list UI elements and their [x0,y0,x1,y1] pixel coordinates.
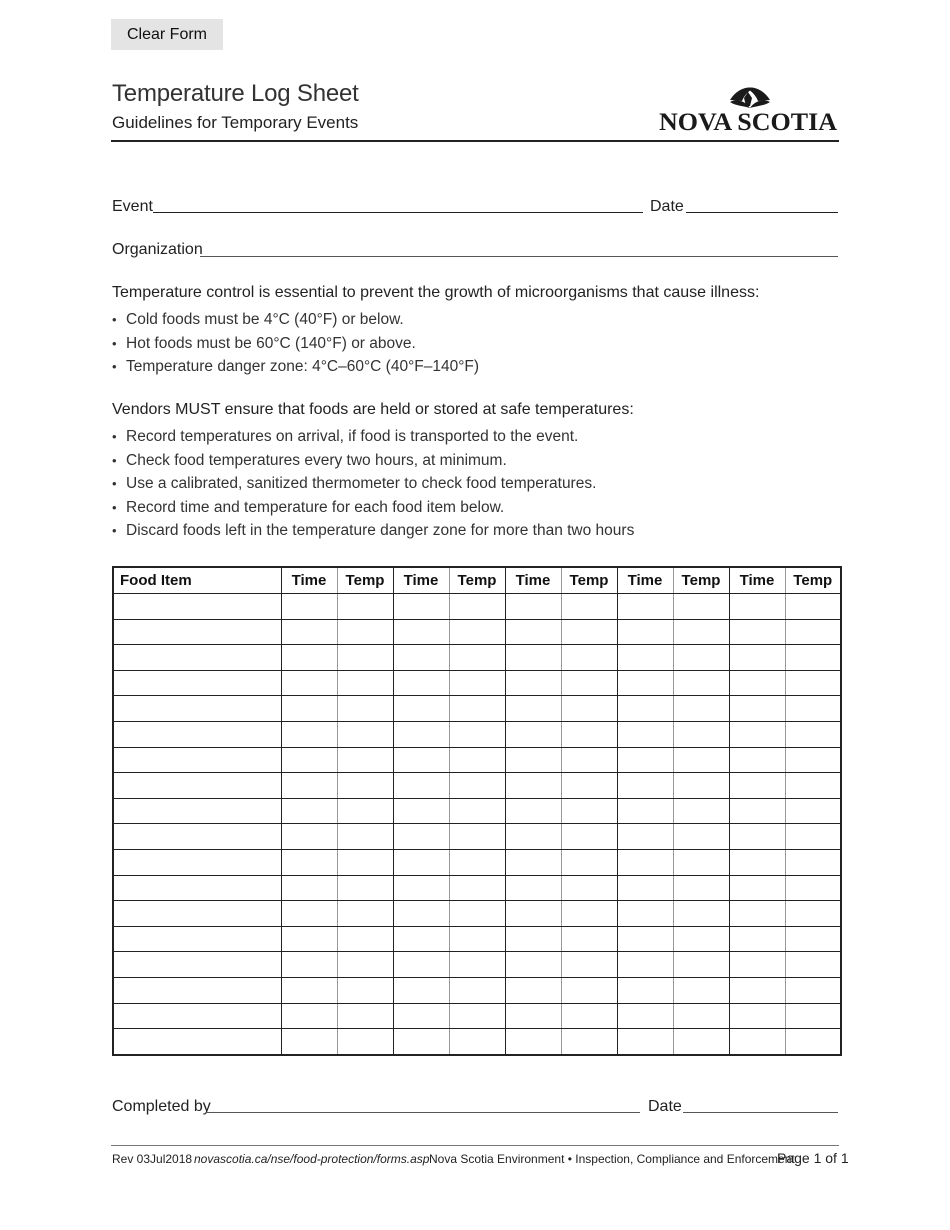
time-cell[interactable] [617,952,673,978]
time-cell[interactable] [729,926,785,952]
time-cell[interactable] [617,670,673,696]
temp-cell[interactable] [561,594,617,620]
temp-cell[interactable] [449,645,505,671]
table-row [113,594,841,620]
temp-cell[interactable] [449,696,505,722]
column-header-food-item: Food Item [113,567,281,594]
column-header-temp: Temp [561,567,617,594]
time-cell[interactable] [393,773,449,799]
page-subtitle: Guidelines for Temporary Events [112,113,359,132]
temp-cell[interactable] [673,849,729,875]
time-cell[interactable] [729,875,785,901]
time-cell[interactable] [505,901,561,927]
temp-cell[interactable] [337,901,393,927]
forms-url-link[interactable]: novascotia.ca/nse/food-protection/forms.asp [194,1152,430,1166]
time-cell[interactable] [617,901,673,927]
column-header-time: Time [617,567,673,594]
temp-cell[interactable] [561,645,617,671]
time-cell[interactable] [281,619,337,645]
temp-cell[interactable] [337,798,393,824]
temp-cell[interactable] [337,1029,393,1055]
temp-cell[interactable] [561,747,617,773]
time-cell[interactable] [729,747,785,773]
column-header-time: Time [505,567,561,594]
table-row [113,926,841,952]
temp-cell[interactable] [449,619,505,645]
time-cell[interactable] [505,645,561,671]
temp-cell[interactable] [561,696,617,722]
department-text: Nova Scotia Environment • Inspection, Compliance and Enforcement [429,1152,795,1166]
temp-cell[interactable] [785,798,841,824]
time-cell[interactable] [729,1029,785,1055]
temp-cell[interactable] [449,747,505,773]
column-header-time: Time [281,567,337,594]
time-cell[interactable] [393,952,449,978]
date-label: Date [650,198,684,215]
temp-cell[interactable] [673,798,729,824]
temp-cell[interactable] [673,645,729,671]
temp-cell[interactable] [337,747,393,773]
time-cell[interactable] [393,901,449,927]
osprey-emblem [730,88,770,109]
time-cell[interactable] [729,773,785,799]
time-cell[interactable] [617,747,673,773]
temp-cell[interactable] [337,926,393,952]
temp-cell[interactable] [561,619,617,645]
temp-cell[interactable] [785,696,841,722]
page-number: Page 1 of 1 [777,1150,849,1166]
time-cell[interactable] [393,594,449,620]
temp-cell[interactable] [337,1003,393,1029]
time-cell[interactable] [393,721,449,747]
temp-cell[interactable] [785,977,841,1003]
time-cell[interactable] [729,619,785,645]
vendor-requirements-heading: Vendors MUST ensure that foods are held or stored at safe temperatures: [112,401,634,418]
logo-wordmark: NOVA SCOTIA [659,109,837,134]
table-row [113,798,841,824]
food-item-cell[interactable] [113,619,281,645]
food-item-cell[interactable] [113,824,281,850]
table-row [113,952,841,978]
time-cell[interactable] [393,619,449,645]
table-row [113,824,841,850]
food-item-cell[interactable] [113,977,281,1003]
time-cell[interactable] [393,1029,449,1055]
temp-cell[interactable] [337,952,393,978]
food-item-cell[interactable] [113,901,281,927]
temp-cell[interactable] [337,773,393,799]
time-cell[interactable] [505,619,561,645]
time-cell[interactable] [281,1029,337,1055]
clear-form-button[interactable]: Clear Form [111,19,223,50]
revision-text: Rev 03Jul2018 [112,1152,193,1166]
footer-divider [111,1145,839,1146]
temp-cell[interactable] [449,849,505,875]
event-field[interactable] [153,212,643,213]
time-cell[interactable] [505,721,561,747]
temp-cell[interactable] [561,1029,617,1055]
time-cell[interactable] [393,824,449,850]
temp-cell[interactable] [561,670,617,696]
temp-cell[interactable] [785,747,841,773]
temp-cell[interactable] [561,952,617,978]
time-cell[interactable] [281,594,337,620]
time-cell[interactable] [281,849,337,875]
time-cell[interactable] [505,1029,561,1055]
time-cell[interactable] [617,824,673,850]
temp-cell[interactable] [673,926,729,952]
time-cell[interactable] [617,1003,673,1029]
time-cell[interactable] [617,594,673,620]
time-cell[interactable] [729,696,785,722]
time-cell[interactable] [505,952,561,978]
temp-cell[interactable] [337,696,393,722]
temp-cell[interactable] [449,773,505,799]
food-item-cell[interactable] [113,1003,281,1029]
column-header-time: Time [729,567,785,594]
table-row [113,849,841,875]
time-cell[interactable] [505,875,561,901]
list-item: • Discard foods left in the temperature danger zone for more than two hours [112,519,634,543]
time-cell[interactable] [393,696,449,722]
time-cell[interactable] [617,645,673,671]
temp-cell[interactable] [673,901,729,927]
time-cell[interactable] [505,594,561,620]
table-row [113,901,841,927]
temp-cell[interactable] [449,1029,505,1055]
food-item-cell[interactable] [113,645,281,671]
time-cell[interactable] [281,721,337,747]
temp-cell[interactable] [785,901,841,927]
time-cell[interactable] [393,1003,449,1029]
temp-cell[interactable] [673,619,729,645]
completion-date-label: Date [648,1098,682,1115]
time-cell[interactable] [281,645,337,671]
temp-cell[interactable] [337,619,393,645]
time-cell[interactable] [729,594,785,620]
time-cell[interactable] [393,926,449,952]
time-cell[interactable] [729,977,785,1003]
table-row [113,1029,841,1055]
time-cell[interactable] [393,645,449,671]
time-cell[interactable] [617,849,673,875]
vendor-requirements-list [112,425,634,543]
time-cell[interactable] [729,952,785,978]
food-item-cell[interactable] [113,773,281,799]
temp-cell[interactable] [561,977,617,1003]
temp-cell[interactable] [449,721,505,747]
completed-by-label: Completed by [112,1098,211,1115]
food-item-cell[interactable] [113,747,281,773]
time-cell[interactable] [393,798,449,824]
time-cell[interactable] [281,747,337,773]
temp-cell[interactable] [673,824,729,850]
temp-cell[interactable] [673,1029,729,1055]
food-item-cell[interactable] [113,721,281,747]
time-cell[interactable] [617,926,673,952]
temp-cell[interactable] [561,721,617,747]
time-cell[interactable] [281,670,337,696]
temp-cell[interactable] [561,798,617,824]
list-item: • Cold foods must be 4°C (40°F) or below. [112,308,479,332]
temp-cell[interactable] [785,670,841,696]
nova-scotia-logo [658,84,840,134]
time-cell[interactable] [617,696,673,722]
temp-cell[interactable] [449,824,505,850]
time-cell[interactable] [729,849,785,875]
time-cell[interactable] [505,747,561,773]
time-cell[interactable] [729,901,785,927]
temp-cell[interactable] [785,952,841,978]
temp-cell[interactable] [337,977,393,1003]
temperature-log-table [112,566,842,1056]
time-cell[interactable] [617,619,673,645]
time-cell[interactable] [617,773,673,799]
event-label: Event [112,198,153,215]
temp-cell[interactable] [785,875,841,901]
column-header-temp: Temp [337,567,393,594]
temp-cell[interactable] [561,901,617,927]
time-cell[interactable] [617,798,673,824]
temp-cell[interactable] [337,594,393,620]
time-cell[interactable] [505,1003,561,1029]
food-item-cell[interactable] [113,952,281,978]
time-cell[interactable] [393,875,449,901]
time-cell[interactable] [729,645,785,671]
temp-cell[interactable] [337,670,393,696]
header-divider [111,140,839,142]
temperature-control-heading: Temperature control is essential to prevent the growth of microorganisms that cause illness: [112,284,760,301]
completed-by-field[interactable] [206,1112,640,1113]
organization-field[interactable] [200,256,838,257]
temp-cell[interactable] [673,594,729,620]
time-cell[interactable] [505,670,561,696]
time-cell[interactable] [505,824,561,850]
temp-cell[interactable] [785,645,841,671]
table-row [113,645,841,671]
time-cell[interactable] [505,849,561,875]
list-item: • Record temperatures on arrival, if food is transported to the event. [112,425,634,449]
food-item-cell[interactable] [113,696,281,722]
list-item: • Temperature danger zone: 4°C–60°C (40°F–140°F) [112,355,479,379]
temp-cell[interactable] [673,952,729,978]
temp-cell[interactable] [449,952,505,978]
temp-cell[interactable] [785,594,841,620]
time-cell[interactable] [281,773,337,799]
time-cell[interactable] [281,798,337,824]
table-row [113,619,841,645]
temp-cell[interactable] [449,670,505,696]
food-item-cell[interactable] [113,670,281,696]
table-row [113,721,841,747]
temp-cell[interactable] [337,824,393,850]
temp-cell[interactable] [449,977,505,1003]
temp-cell[interactable] [785,773,841,799]
time-cell[interactable] [393,849,449,875]
temp-cell[interactable] [561,875,617,901]
time-cell[interactable] [729,1003,785,1029]
table-header-row [113,567,841,594]
food-item-cell[interactable] [113,594,281,620]
temp-cell[interactable] [785,824,841,850]
time-cell[interactable] [505,798,561,824]
temp-cell[interactable] [785,721,841,747]
time-cell[interactable] [505,926,561,952]
temp-cell[interactable] [785,1003,841,1029]
temp-cell[interactable] [673,773,729,799]
column-header-time: Time [393,567,449,594]
temp-cell[interactable] [561,1003,617,1029]
temp-cell[interactable] [449,1003,505,1029]
table-row [113,747,841,773]
list-item: • Hot foods must be 60°C (140°F) or above. [112,332,479,356]
temp-cell[interactable] [337,849,393,875]
time-cell[interactable] [393,670,449,696]
time-cell[interactable] [729,670,785,696]
list-item: • Record time and temperature for each food item below. [112,496,634,520]
temp-cell[interactable] [785,926,841,952]
table-row [113,1003,841,1029]
food-item-cell[interactable] [113,798,281,824]
temp-cell[interactable] [337,721,393,747]
time-cell[interactable] [281,1003,337,1029]
temp-cell[interactable] [673,721,729,747]
table-row [113,773,841,799]
time-cell[interactable] [617,977,673,1003]
temp-cell[interactable] [449,875,505,901]
temp-cell[interactable] [337,875,393,901]
temperature-rules-list [112,308,479,379]
temp-cell[interactable] [673,977,729,1003]
temp-cell[interactable] [673,696,729,722]
date-field[interactable] [686,212,838,213]
food-item-cell[interactable] [113,849,281,875]
temp-cell[interactable] [785,849,841,875]
time-cell[interactable] [729,798,785,824]
list-item: • Use a calibrated, sanitized thermometer to check food temperatures. [112,472,634,496]
time-cell[interactable] [617,1029,673,1055]
table-row [113,875,841,901]
column-header-temp: Temp [673,567,729,594]
food-item-cell[interactable] [113,875,281,901]
temp-cell[interactable] [673,670,729,696]
table-row [113,696,841,722]
time-cell[interactable] [393,977,449,1003]
time-cell[interactable] [281,901,337,927]
time-cell[interactable] [281,977,337,1003]
food-item-cell[interactable] [113,926,281,952]
time-cell[interactable] [393,747,449,773]
temp-cell[interactable] [449,926,505,952]
time-cell[interactable] [281,824,337,850]
time-cell[interactable] [281,875,337,901]
temp-cell[interactable] [785,619,841,645]
temp-cell[interactable] [337,645,393,671]
temp-cell[interactable] [561,824,617,850]
time-cell[interactable] [281,696,337,722]
temp-cell[interactable] [673,875,729,901]
time-cell[interactable] [617,721,673,747]
temp-cell[interactable] [561,849,617,875]
page-title: Temperature Log Sheet [112,80,359,107]
time-cell[interactable] [729,824,785,850]
temp-cell[interactable] [449,594,505,620]
temp-cell[interactable] [561,926,617,952]
food-item-cell[interactable] [113,1029,281,1055]
time-cell[interactable] [281,952,337,978]
table-row [113,670,841,696]
time-cell[interactable] [617,875,673,901]
temp-cell[interactable] [449,901,505,927]
column-header-temp: Temp [785,567,841,594]
table-row [113,977,841,1003]
time-cell[interactable] [505,977,561,1003]
temp-cell[interactable] [785,1029,841,1055]
temp-cell[interactable] [673,1003,729,1029]
temp-cell[interactable] [449,798,505,824]
temp-cell[interactable] [673,747,729,773]
organization-label: Organization [112,241,203,258]
temp-cell[interactable] [561,773,617,799]
time-cell[interactable] [729,721,785,747]
time-cell[interactable] [505,696,561,722]
time-cell[interactable] [281,926,337,952]
completion-date-field[interactable] [683,1112,838,1113]
column-header-temp: Temp [449,567,505,594]
list-item: • Check food temperatures every two hours, at minimum. [112,449,634,473]
time-cell[interactable] [505,773,561,799]
